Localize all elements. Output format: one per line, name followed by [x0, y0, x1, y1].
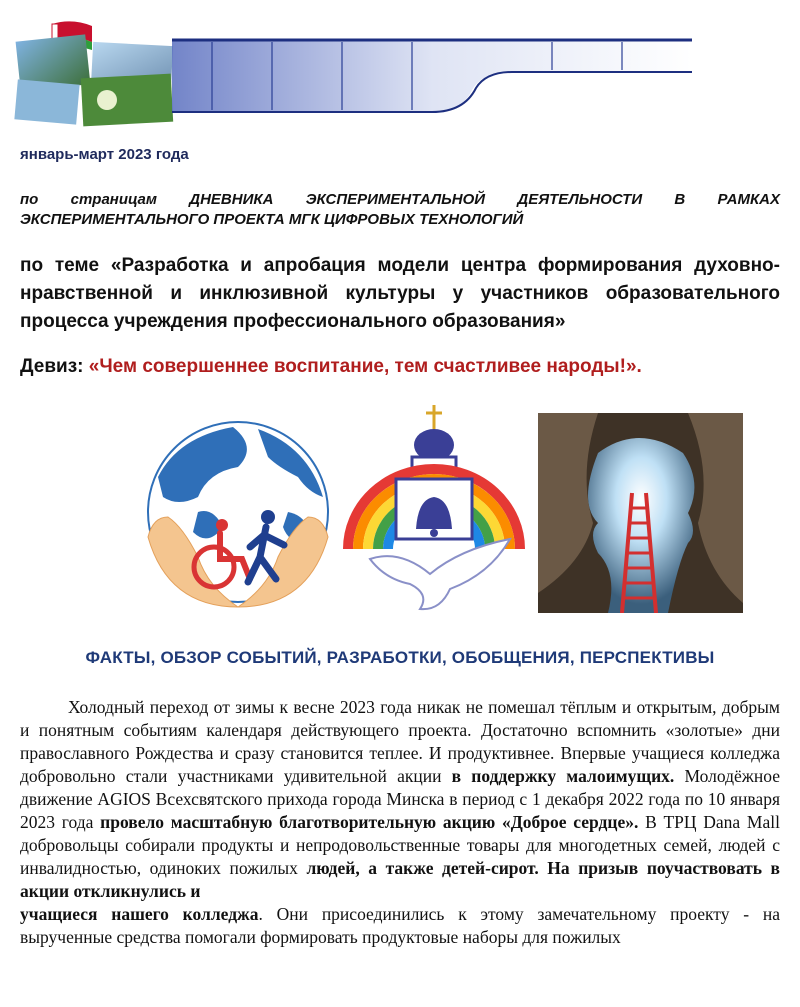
- body-bold-run: в поддержку малоимущих.: [451, 766, 675, 786]
- inclusion-hands-globe-icon: [138, 417, 338, 617]
- motto: [20, 356, 642, 378]
- body-text-run: Холодный переход от зимы к весне 2023 года никак не помешал тёплым и открытым, добрым и понятным событиям календаря действующего проекта. Достаточно вспомнить «золотые» дни православного Рождества и сразу становится теплее. И продуктивнее. Впервые учащиеся колледжа добровольно стали участниками удивительной акции: [20, 697, 780, 786]
- body-text-run: . Они присоединились к этому замечательному проекту - на вырученные средства помогали формировать продуктовые наборы для пожилых: [20, 904, 780, 947]
- period-label: январь-март 2023 года: [20, 146, 189, 163]
- illustrations-row: [0, 395, 800, 625]
- body-text-run: В ТРЦ Dana Mall добровольцы собирали продукты и непродовольственные товары для многодетных семей, людей с инвалидностью, одиноких пожилых: [20, 812, 780, 878]
- body-bold-run: людей, а также детей-сирот. На призыв поучаствовать в акции откликнулись и: [20, 858, 780, 901]
- section-title: ФАКТЫ, ОБЗОР СОБЫТИЙ, РАЗРАБОТКИ, ОБОБЩЕНИЯ, ПЕРСПЕКТИВЫ: [85, 648, 715, 667]
- header-banner: [12, 18, 702, 130]
- church-rainbow-dove-icon: [340, 399, 528, 619]
- topic-heading: по теме «Разработка и апробация модели центра формирования духовно-нравственной и инклюзивной культуры у участников образовательного процесса учреждения профессионального образования»: [20, 255, 780, 332]
- body-bold-run: учащиеся нашего колледжа: [20, 904, 259, 924]
- head-ladder-light-icon: [538, 413, 743, 613]
- motto-label: Девиз:: [20, 356, 89, 377]
- diary-heading: по страницам ДНЕВНИКА ЭКСПЕРИМЕНТАЛЬНОЙ ДЕЯТЕЛЬНОСТИ В РАМКАХ ЭКСПЕРИМЕНТАЛЬНОГО ПРОЕКТА МГК ЦИФРОВЫХ ТЕХНОЛОГИЙ: [20, 191, 780, 228]
- body-text-run: Молодёжное движение AGIOS Всехсвятского прихода города Минска в период с 1 декабря 2022 года по 10 января 2023 года: [20, 766, 780, 832]
- motto-quote: «Чем совершеннее воспитание, тем счастливее народы!».: [88, 356, 642, 377]
- body-paragraph: [20, 696, 780, 949]
- body-bold-run: провело масштабную благотворительную акцию «Доброе сердце».: [100, 812, 639, 832]
